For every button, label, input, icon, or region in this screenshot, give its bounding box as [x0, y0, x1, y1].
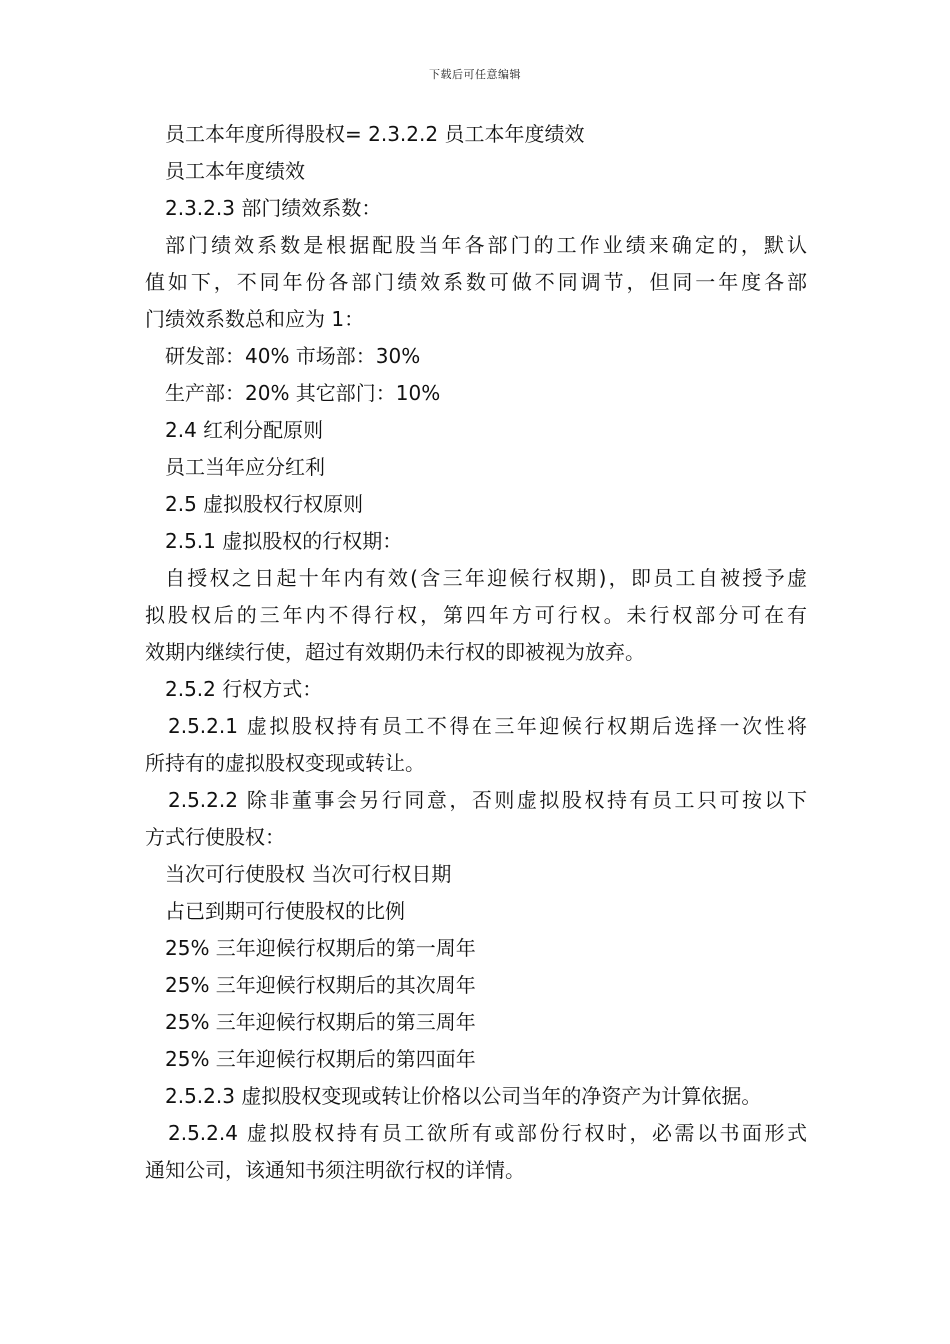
text-line: 占已到期可行使股权的比例 [165, 899, 405, 923]
text-line: 2.5.1 虚拟股权的行权期： [165, 529, 403, 553]
text-line: 研发部：40% 市场部：30% [165, 344, 421, 368]
paragraph-2-5-2-4 [145, 1115, 807, 1189]
heading-2-5-1 [145, 523, 807, 560]
text-line: 2.4 红利分配原则 [165, 418, 324, 442]
schedule-row-4 [145, 1041, 807, 1078]
page-header: 下载后可任意编辑 [429, 68, 521, 81]
document-body [145, 116, 807, 1189]
text-line: 2.3.2.3 部门绩效系数： [165, 196, 382, 220]
text-line: 部门绩效系数是根据配股当年各部门的工作业绩来确定的，默认 [165, 233, 807, 257]
paragraph-equity-formula [145, 116, 807, 153]
paragraph-rd-market [145, 338, 807, 375]
schedule-row-3 [145, 1004, 807, 1041]
text-line: 当次可行使股权 当次可行权日期 [165, 862, 452, 886]
text-line: 25% 三年迎候行权期后的其次周年 [165, 973, 476, 997]
heading-2-5-2 [145, 671, 807, 708]
text-line: 门绩效系数总和应为 1： [145, 307, 365, 331]
schedule-row-2 [145, 967, 807, 1004]
text-line: 效期内继续行使，超过有效期仍未行权的即被视为放弃。 [145, 640, 645, 664]
text-line: 方式行使股权： [145, 825, 285, 849]
schedule-row-1 [145, 930, 807, 967]
heading-2-3-2-3 [145, 190, 807, 227]
paragraph-dept-coefficient [145, 227, 807, 338]
text-line: 员工本年度所得股权= 2.3.2.2 员工本年度绩效 [165, 122, 585, 146]
text-line: 通知公司，该通知书须注明欲行权的详情。 [145, 1158, 525, 1182]
text-line: 自授权之日起十年内有效(含三年迎候行权期)，即员工自被授予虚 [165, 566, 807, 590]
paragraph-2-5-2-3 [145, 1078, 807, 1115]
text-line: 2.5.2.4 虚拟股权持有员工欲所有或部份行权时，必需以书面形式 [168, 1121, 807, 1145]
text-line: 所持有的虚拟股权变现或转让。 [145, 751, 425, 775]
paragraph-production-other [145, 375, 807, 412]
paragraph-2-5-2-2 [145, 782, 807, 856]
paragraph-schedule-header [145, 856, 807, 893]
paragraph-exercise-period [145, 560, 807, 671]
text-line: 员工当年应分红利 [165, 455, 325, 479]
text-line: 生产部：20% 其它部门：10% [165, 381, 441, 405]
text-line: 拟股权后的三年内不得行权，第四年方可行权。未行权部分可在有 [145, 603, 807, 627]
text-line: 2.5 虚拟股权行权原则 [165, 492, 364, 516]
heading-2-5 [145, 486, 807, 523]
paragraph-dividend [145, 449, 807, 486]
text-line: 25% 三年迎候行权期后的第四面年 [165, 1047, 476, 1071]
text-line: 2.5.2 行权方式： [165, 677, 323, 701]
text-line: 2.5.2.2 除非董事会另行同意，否则虚拟股权持有员工只可按以下 [168, 788, 807, 812]
text-line: 2.5.2.3 虚拟股权变现或转让价格以公司当年的净资产为计算依据。 [165, 1084, 762, 1108]
text-line: 员工本年度绩效 [165, 159, 305, 183]
paragraph-2-5-2-1 [145, 708, 807, 782]
text-line: 25% 三年迎候行权期后的第一周年 [165, 936, 476, 960]
text-line: 2.5.2.1 虚拟股权持有员工不得在三年迎候行权期后选择一次性将 [168, 714, 807, 738]
paragraph-performance [145, 153, 807, 190]
heading-2-4 [145, 412, 807, 449]
text-line: 值如下，不同年份各部门绩效系数可做不同调节，但同一年度各部 [145, 270, 807, 294]
paragraph-schedule-subheader [145, 893, 807, 930]
text-line: 25% 三年迎候行权期后的第三周年 [165, 1010, 476, 1034]
